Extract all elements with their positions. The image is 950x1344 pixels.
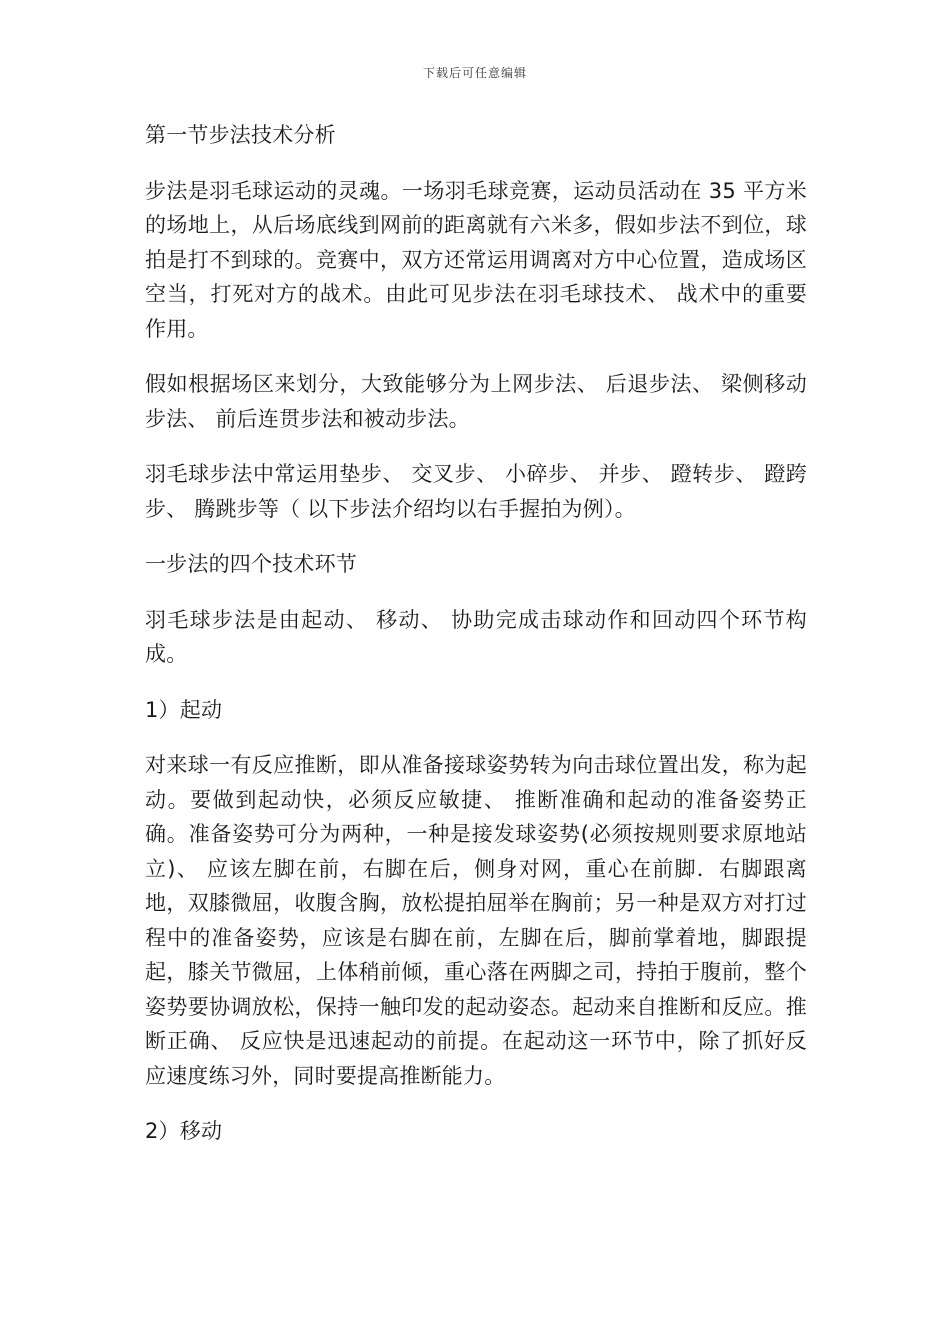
- item-title-start: 1）起动: [145, 697, 223, 722]
- paragraph-court-division: 假如根据场区来划分，大致能够分为上网步法、 后退步法、 梁侧移动步法、 前后连贯步法和被动步法。: [145, 372, 807, 431]
- document-body: [145, 118, 807, 1170]
- paragraph-four-stages: 羽毛球步法是由起动、 移动、 协助完成击球动作和回动四个环节构成。: [145, 607, 807, 666]
- paragraph-step-types: 羽毛球步法中常运用垫步、 交叉步、 小碎步、 并步、 蹬转步、 蹬跨步、 腾跳步等（ 以下步法介绍均以右手握拍为例）。: [145, 462, 807, 521]
- page-header-note: 下载后可任意编辑: [422, 66, 527, 80]
- paragraph-start-detail: 对来球一有反应推断，即从准备接球姿势转为向击球位置出发，称为起动。要做到起动快，必须反应敏捷、 推断准确和起动的准备姿势正确。准备姿势可分为两种，一种是接发球姿势(必须按规则要求原地站立)、 应该左脚在前，右脚在后，侧身对网，重心在前脚．右脚跟离地，双膝微屈，收腹含胸，放松提拍屈举在胸前；另一种是双方对打过程中的准备姿势，应该是右脚在前，左脚在后，脚前掌着地，脚跟提起，膝关节微屈，上体稍前倾，重心落在两脚之司，持拍于腹前，整个姿势要协调放松，保持一触印发的起动姿态。起动来自推断和反应。推断正确、 反应快是迅速起动的前提。在起动这一环节中，除了抓好反应速度练习外，同时要提高推断能力。: [145, 753, 807, 1088]
- section-title: 第一节步法技术分析: [145, 123, 336, 147]
- item-title-move: 2）移动: [145, 1119, 223, 1143]
- paragraph-intro: 步法是羽毛球运动的灵魂。一场羽毛球竞赛，运动员活动在 35 平方米的场地上，从后场底线到网前的距离就有六米多，假如步法不到位，球拍是打不到球的。竞赛中，双方还常运用调离对方中心位置，造成场区空当，打死对方的战术。由此可见步法在羽毛球技术、 战术中的重要作用。: [145, 178, 807, 341]
- subsection-title: 一步法的四个技术环节: [145, 552, 357, 576]
